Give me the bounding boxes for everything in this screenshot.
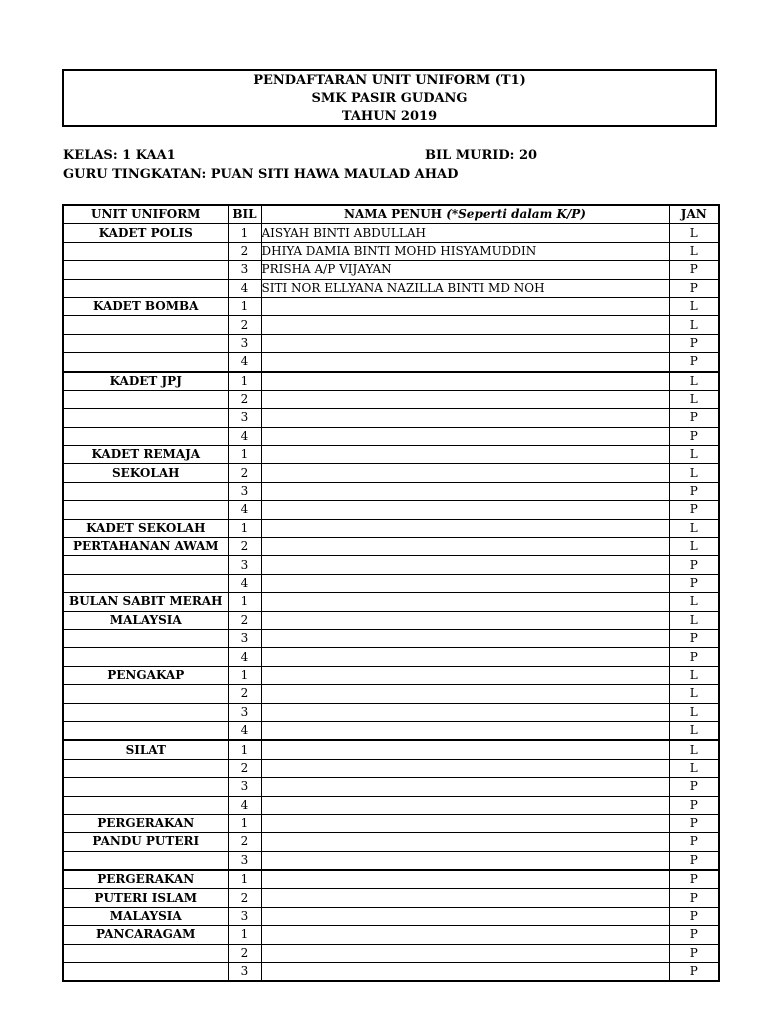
jan-cell: P bbox=[669, 833, 719, 851]
unit-cell: PUTERI ISLAM bbox=[63, 889, 228, 907]
nama-cell bbox=[261, 851, 669, 870]
nama-cell bbox=[261, 611, 669, 629]
jan-cell: P bbox=[669, 334, 719, 352]
bil-cell: 3 bbox=[228, 409, 261, 427]
jan-cell: L bbox=[669, 740, 719, 759]
jan-cell: L bbox=[669, 297, 719, 315]
bil-cell: 3 bbox=[228, 778, 261, 796]
unit-cell bbox=[63, 574, 228, 592]
table-row bbox=[63, 851, 719, 870]
table-row bbox=[63, 759, 719, 777]
nama-cell bbox=[261, 889, 669, 907]
table-row bbox=[63, 721, 719, 740]
bil-cell: 3 bbox=[228, 629, 261, 647]
nama-cell bbox=[261, 963, 669, 982]
table-row bbox=[63, 796, 719, 814]
unit-cell bbox=[63, 427, 228, 445]
unit-cell: PERTAHANAN AWAM bbox=[63, 538, 228, 556]
jan-cell: L bbox=[669, 685, 719, 703]
bil-cell: 2 bbox=[228, 759, 261, 777]
bil-cell: 1 bbox=[228, 593, 261, 611]
table-row bbox=[63, 611, 719, 629]
nama-cell bbox=[261, 721, 669, 740]
document-title-box bbox=[62, 69, 717, 127]
nama-cell: PRISHA A/P VIJAYAN bbox=[261, 261, 669, 279]
jan-cell: L bbox=[669, 721, 719, 740]
column-header-nama-text: NAMA PENUH bbox=[344, 207, 447, 222]
table-row bbox=[63, 297, 719, 315]
nama-cell bbox=[261, 316, 669, 334]
nama-cell bbox=[261, 778, 669, 796]
unit-cell bbox=[63, 334, 228, 352]
column-header-jan: JAN bbox=[669, 205, 719, 224]
jan-cell: L bbox=[669, 759, 719, 777]
bil-cell: 3 bbox=[228, 556, 261, 574]
nama-cell bbox=[261, 446, 669, 464]
column-header-unit: UNIT UNIFORM bbox=[63, 205, 228, 224]
jan-cell: P bbox=[669, 427, 719, 445]
table-row bbox=[63, 944, 719, 962]
title-line-1: PENDAFTARAN UNIT UNIFORM (T1) bbox=[253, 73, 526, 88]
table-row bbox=[63, 353, 719, 372]
table-row bbox=[63, 685, 719, 703]
jan-cell: L bbox=[669, 372, 719, 391]
unit-cell: PERGERAKAN bbox=[63, 814, 228, 832]
bil-cell: 1 bbox=[228, 372, 261, 391]
unit-cell: SILAT bbox=[63, 740, 228, 759]
nama-cell bbox=[261, 944, 669, 962]
table-row bbox=[63, 482, 719, 500]
table-row bbox=[63, 870, 719, 889]
jan-cell: P bbox=[669, 870, 719, 889]
nama-cell bbox=[261, 482, 669, 500]
bil-cell: 4 bbox=[228, 427, 261, 445]
unit-cell bbox=[63, 390, 228, 408]
column-header-nama-note: (*Seperti dalam K/P) bbox=[446, 207, 586, 222]
table-row bbox=[63, 814, 719, 832]
bil-cell: 3 bbox=[228, 851, 261, 870]
jan-cell: P bbox=[669, 778, 719, 796]
jan-cell: P bbox=[669, 944, 719, 962]
table-row bbox=[63, 446, 719, 464]
table-row bbox=[63, 261, 719, 279]
bil-cell: 4 bbox=[228, 796, 261, 814]
bil-cell: 3 bbox=[228, 907, 261, 925]
nama-cell bbox=[261, 629, 669, 647]
jan-cell: P bbox=[669, 629, 719, 647]
unit-cell bbox=[63, 963, 228, 982]
class-label: KELAS: 1 KAA1 bbox=[63, 148, 176, 163]
bil-cell: 2 bbox=[228, 538, 261, 556]
unit-cell bbox=[63, 261, 228, 279]
table-row bbox=[63, 574, 719, 592]
nama-cell bbox=[261, 574, 669, 592]
jan-cell: P bbox=[669, 926, 719, 944]
jan-cell: L bbox=[669, 703, 719, 721]
column-header-nama bbox=[261, 205, 669, 224]
bil-cell: 4 bbox=[228, 501, 261, 519]
jan-cell: P bbox=[669, 963, 719, 982]
nama-cell bbox=[261, 372, 669, 391]
unit-cell bbox=[63, 353, 228, 372]
jan-cell: P bbox=[669, 279, 719, 297]
bil-cell: 1 bbox=[228, 926, 261, 944]
bil-cell: 2 bbox=[228, 242, 261, 260]
unit-cell bbox=[63, 556, 228, 574]
nama-cell bbox=[261, 501, 669, 519]
jan-cell: P bbox=[669, 648, 719, 666]
table-row bbox=[63, 703, 719, 721]
table-row bbox=[63, 648, 719, 666]
nama-cell bbox=[261, 703, 669, 721]
nama-cell bbox=[261, 833, 669, 851]
bil-cell: 3 bbox=[228, 703, 261, 721]
jan-cell: P bbox=[669, 556, 719, 574]
table-row bbox=[63, 334, 719, 352]
nama-cell bbox=[261, 409, 669, 427]
unit-cell: MALAYSIA bbox=[63, 907, 228, 925]
bil-cell: 2 bbox=[228, 316, 261, 334]
nama-cell: AISYAH BINTI ABDULLAH bbox=[261, 224, 669, 242]
bil-cell: 1 bbox=[228, 814, 261, 832]
table-row bbox=[63, 778, 719, 796]
unit-cell bbox=[63, 482, 228, 500]
nama-cell bbox=[261, 519, 669, 537]
nama-cell bbox=[261, 297, 669, 315]
unit-cell bbox=[63, 703, 228, 721]
nama-cell bbox=[261, 593, 669, 611]
nama-cell bbox=[261, 666, 669, 684]
jan-cell: P bbox=[669, 574, 719, 592]
nama-cell bbox=[261, 427, 669, 445]
unit-cell: PANCARAGAM bbox=[63, 926, 228, 944]
table-row bbox=[63, 224, 719, 242]
unit-cell: PANDU PUTERI bbox=[63, 833, 228, 851]
bil-cell: 2 bbox=[228, 944, 261, 962]
table-row bbox=[63, 629, 719, 647]
nama-cell bbox=[261, 740, 669, 759]
nama-cell bbox=[261, 685, 669, 703]
bil-cell: 1 bbox=[228, 519, 261, 537]
unit-cell bbox=[63, 316, 228, 334]
unit-cell: KADET REMAJA bbox=[63, 446, 228, 464]
unit-cell bbox=[63, 629, 228, 647]
unit-cell bbox=[63, 501, 228, 519]
title-line-3: TAHUN 2019 bbox=[341, 109, 438, 124]
bil-cell: 2 bbox=[228, 889, 261, 907]
table-row bbox=[63, 242, 719, 260]
table-row bbox=[63, 316, 719, 334]
bil-cell: 3 bbox=[228, 963, 261, 982]
table-row bbox=[63, 926, 719, 944]
jan-cell: P bbox=[669, 851, 719, 870]
jan-cell: P bbox=[669, 889, 719, 907]
table-row bbox=[63, 501, 719, 519]
table-row bbox=[63, 556, 719, 574]
jan-cell: P bbox=[669, 353, 719, 372]
jan-cell: L bbox=[669, 666, 719, 684]
table-row bbox=[63, 538, 719, 556]
unit-cell bbox=[63, 409, 228, 427]
table-row bbox=[63, 427, 719, 445]
jan-cell: L bbox=[669, 316, 719, 334]
jan-cell: L bbox=[669, 242, 719, 260]
jan-cell: P bbox=[669, 482, 719, 500]
unit-cell: SEKOLAH bbox=[63, 464, 228, 482]
jan-cell: L bbox=[669, 464, 719, 482]
bil-cell: 4 bbox=[228, 648, 261, 666]
bil-cell: 1 bbox=[228, 666, 261, 684]
unit-cell bbox=[63, 721, 228, 740]
nama-cell bbox=[261, 870, 669, 889]
jan-cell: L bbox=[669, 538, 719, 556]
jan-cell: P bbox=[669, 409, 719, 427]
table-row bbox=[63, 963, 719, 982]
registration-table bbox=[62, 204, 720, 982]
bil-cell: 3 bbox=[228, 482, 261, 500]
nama-cell bbox=[261, 796, 669, 814]
jan-cell: P bbox=[669, 814, 719, 832]
title-line-2: SMK PASIR GUDANG bbox=[311, 91, 468, 106]
jan-cell: P bbox=[669, 501, 719, 519]
nama-cell bbox=[261, 390, 669, 408]
table-row bbox=[63, 889, 719, 907]
unit-cell bbox=[63, 851, 228, 870]
table-row bbox=[63, 409, 719, 427]
unit-cell bbox=[63, 242, 228, 260]
unit-cell: KADET SEKOLAH bbox=[63, 519, 228, 537]
nama-cell bbox=[261, 907, 669, 925]
jan-cell: P bbox=[669, 261, 719, 279]
jan-cell: P bbox=[669, 796, 719, 814]
table-body bbox=[63, 224, 719, 982]
bil-cell: 1 bbox=[228, 446, 261, 464]
unit-cell bbox=[63, 778, 228, 796]
jan-cell: L bbox=[669, 611, 719, 629]
bil-cell: 2 bbox=[228, 611, 261, 629]
bil-cell: 2 bbox=[228, 390, 261, 408]
bil-cell: 3 bbox=[228, 261, 261, 279]
unit-cell: PERGERAKAN bbox=[63, 870, 228, 889]
bil-cell: 1 bbox=[228, 297, 261, 315]
unit-cell bbox=[63, 279, 228, 297]
table-row bbox=[63, 464, 719, 482]
bil-cell: 4 bbox=[228, 574, 261, 592]
nama-cell bbox=[261, 648, 669, 666]
unit-cell: PENGAKAP bbox=[63, 666, 228, 684]
table-row bbox=[63, 279, 719, 297]
nama-cell bbox=[261, 334, 669, 352]
bil-cell: 1 bbox=[228, 870, 261, 889]
nama-cell: DHIYA DAMIA BINTI MOHD HISYAMUDDIN bbox=[261, 242, 669, 260]
unit-cell bbox=[63, 796, 228, 814]
table-row bbox=[63, 593, 719, 611]
unit-cell bbox=[63, 685, 228, 703]
nama-cell bbox=[261, 926, 669, 944]
table-row bbox=[63, 390, 719, 408]
bil-cell: 4 bbox=[228, 721, 261, 740]
jan-cell: L bbox=[669, 519, 719, 537]
unit-cell: BULAN SABIT MERAH bbox=[63, 593, 228, 611]
table-row bbox=[63, 907, 719, 925]
nama-cell bbox=[261, 464, 669, 482]
nama-cell: SITI NOR ELLYANA NAZILLA BINTI MD NOH bbox=[261, 279, 669, 297]
jan-cell: P bbox=[669, 907, 719, 925]
table-row bbox=[63, 666, 719, 684]
unit-cell bbox=[63, 648, 228, 666]
bil-cell: 4 bbox=[228, 279, 261, 297]
bil-cell: 1 bbox=[228, 224, 261, 242]
table-row bbox=[63, 740, 719, 759]
bil-cell: 2 bbox=[228, 833, 261, 851]
unit-cell bbox=[63, 944, 228, 962]
jan-cell: L bbox=[669, 224, 719, 242]
table-row bbox=[63, 372, 719, 391]
bil-cell: 4 bbox=[228, 353, 261, 372]
table-header-row bbox=[63, 205, 719, 224]
unit-cell: KADET BOMBA bbox=[63, 297, 228, 315]
bil-cell: 3 bbox=[228, 334, 261, 352]
unit-cell: KADET POLIS bbox=[63, 224, 228, 242]
unit-cell bbox=[63, 759, 228, 777]
unit-cell: KADET JPJ bbox=[63, 372, 228, 391]
nama-cell bbox=[261, 814, 669, 832]
unit-cell: MALAYSIA bbox=[63, 611, 228, 629]
bil-cell: 2 bbox=[228, 685, 261, 703]
nama-cell bbox=[261, 556, 669, 574]
nama-cell bbox=[261, 759, 669, 777]
bil-cell: 1 bbox=[228, 740, 261, 759]
jan-cell: L bbox=[669, 446, 719, 464]
nama-cell bbox=[261, 538, 669, 556]
column-header-bil: BIL bbox=[228, 205, 261, 224]
jan-cell: L bbox=[669, 390, 719, 408]
student-count-label: BIL MURID: 20 bbox=[425, 148, 538, 163]
teacher-label: GURU TINGKATAN: PUAN SITI HAWA MAULAD AHAD bbox=[63, 167, 459, 182]
nama-cell bbox=[261, 353, 669, 372]
jan-cell: L bbox=[669, 593, 719, 611]
bil-cell: 2 bbox=[228, 464, 261, 482]
table-row bbox=[63, 519, 719, 537]
table-row bbox=[63, 833, 719, 851]
